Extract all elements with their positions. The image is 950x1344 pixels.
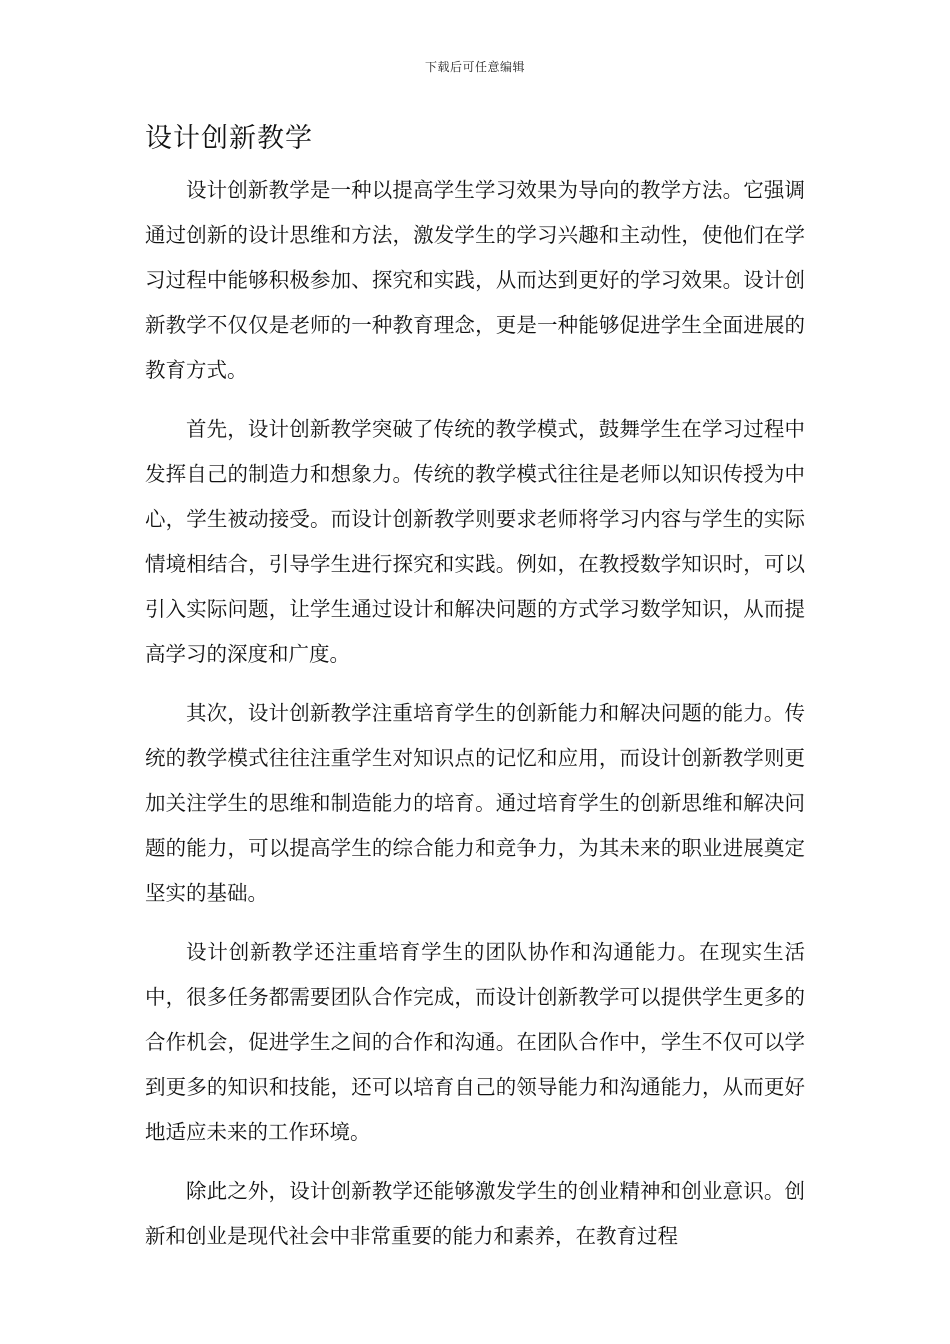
paragraph-3: 其次，设计创新教学注重培育学生的创新能力和解决问题的能力。传统的教学模式往往注重学生对知识点的记忆和应用，而设计创新教学则更加关注学生的思维和制造能力的培育。通过培育学生的创新思维和解决问题的能力，可以提高学生的综合能力和竞争力，为其未来的职业进展奠定坚实的基础。 [145,701,805,905]
paragraph-1: 设计创新教学是一种以提高学生学习效果为导向的教学方法。它强调通过创新的设计思维和方法，激发学生的学习兴趣和主动性，使他们在学习过程中能够积极参加、探究和实践，从而达到更好的学习效果。设计创新教学不仅仅是老师的一种教育理念，更是一种能够促进学生全面进展的教育方式。 [145,178,805,382]
header-note: 下载后可任意编辑 [424,60,525,74]
document-title: 设计创新教学 [145,123,313,154]
paragraph-2: 首先，设计创新教学突破了传统的教学模式，鼓舞学生在学习过程中发挥自己的制造力和想象力。传统的教学模式往往是老师以知识传授为中心，学生被动接受。而设计创新教学则要求老师将学习内容与学生的实际情境相结合，引导学生进行探究和实践。例如，在教授数学知识时，可以引入实际问题，让学生通过设计和解决问题的方式学习数学知识，从而提高学习的深度和广度。 [145,417,805,666]
paragraph-5: 除此之外，设计创新教学还能够激发学生的创业精神和创业意识。创新和创业是现代社会中非常重要的能力和素养，在教育过程 [145,1179,805,1248]
document-body [145,168,805,1273]
paragraph-4: 设计创新教学还注重培育学生的团队协作和沟通能力。在现实生活中，很多任务都需要团队合作完成，而设计创新教学可以提供学生更多的合作机会，促进学生之间的合作和沟通。在团队合作中，学生不仅可以学到更多的知识和技能，还可以培育自己的领导能力和沟通能力，从而更好地适应未来的工作环境。 [145,940,805,1144]
